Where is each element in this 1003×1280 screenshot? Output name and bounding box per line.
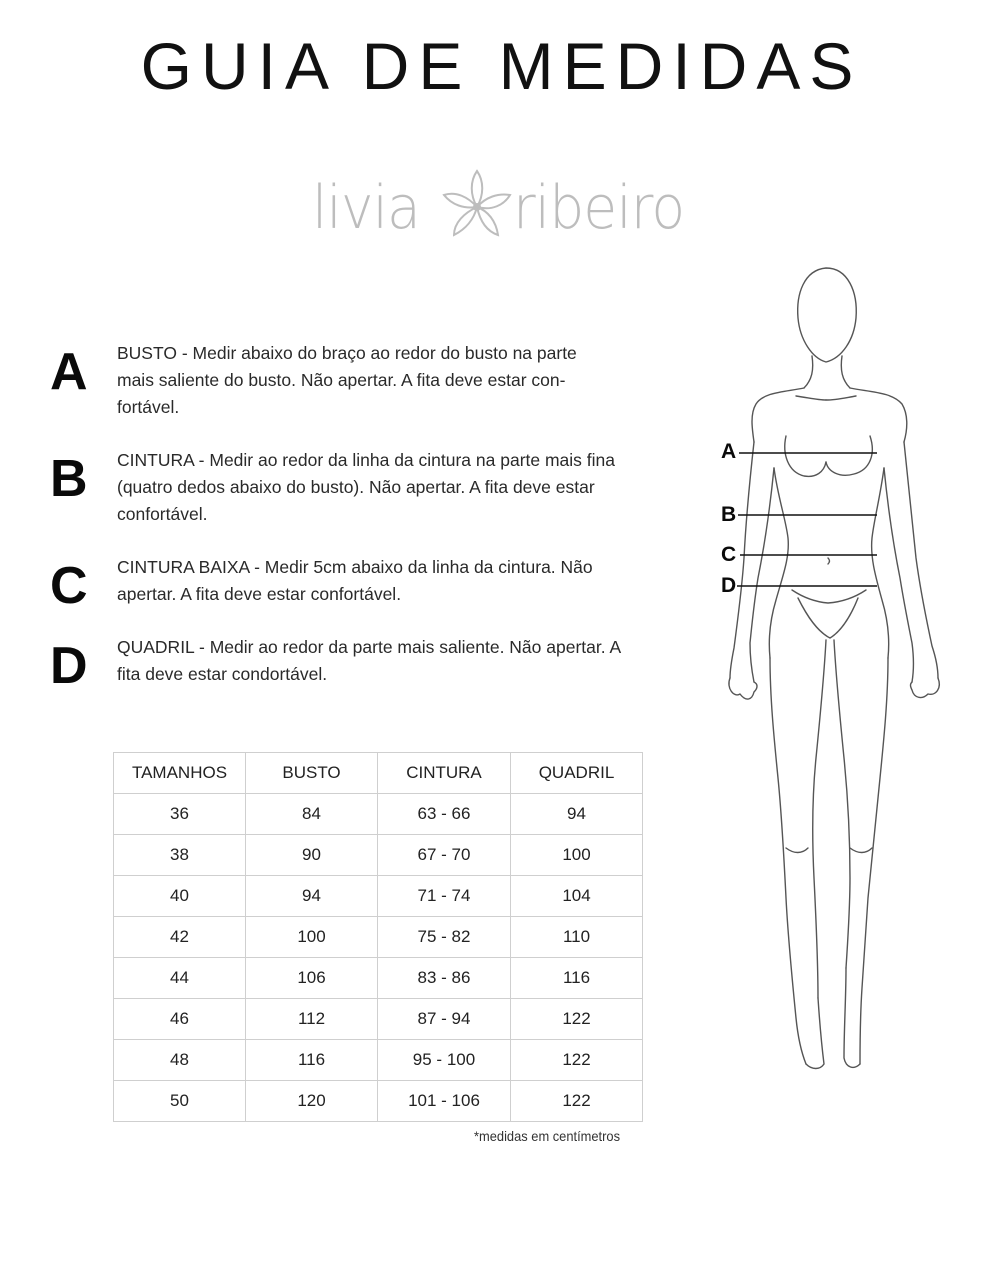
table-cell: 94: [511, 794, 643, 835]
table-cell: 75 - 82: [378, 917, 511, 958]
table-row: [114, 876, 643, 917]
logo-text-livia: livia: [312, 173, 420, 243]
table-cell: 122: [511, 999, 643, 1040]
table-cell: 106: [246, 958, 378, 999]
table-cell: 112: [246, 999, 378, 1040]
table-cell: 104: [511, 876, 643, 917]
table-cell: 36: [114, 794, 246, 835]
table-cell: 71 - 74: [378, 876, 511, 917]
table-row: [114, 1081, 643, 1122]
page-title: GUIA DE MEDIDAS: [140, 29, 863, 103]
figure-label-c: C: [721, 543, 737, 566]
flower-icon: [440, 167, 514, 247]
table-cell: 90: [246, 835, 378, 876]
header-sizes: TAMANHOS: [114, 753, 246, 794]
figure-label-b: B: [721, 503, 737, 526]
table-cell: 122: [511, 1081, 643, 1122]
definition-letter: D: [50, 637, 88, 695]
definition-letter: A: [50, 343, 88, 401]
definition-letter: C: [50, 557, 88, 615]
brand-logo: [300, 165, 710, 250]
definition-text: QUADRIL - Medir ao redor da parte mais saliente. Não apertar. A fita deve estar condortável.: [117, 637, 622, 684]
table-cell: 120: [246, 1081, 378, 1122]
table-cell: 48: [114, 1040, 246, 1081]
definition-text: BUSTO - Medir abaixo do braço ao redor do busto na parte mais saliente do busto. Não apertar. A fita deve estar con- fortável.: [117, 343, 577, 417]
table-cell: 101 - 106: [378, 1081, 511, 1122]
table-cell: 42: [114, 917, 246, 958]
table-row: [114, 794, 643, 835]
table-row: [114, 999, 643, 1040]
units-note: *medidas em centímetros: [474, 1128, 621, 1144]
table-row: [114, 958, 643, 999]
table-cell: 44: [114, 958, 246, 999]
header-waist: CINTURA: [378, 753, 511, 794]
table-header-row: [114, 753, 643, 794]
logo-text-ribeiro: ribeiro: [513, 173, 685, 243]
table-cell: 40: [114, 876, 246, 917]
table-cell: 87 - 94: [378, 999, 511, 1040]
definition-letter: B: [50, 450, 88, 508]
header-bust: BUSTO: [246, 753, 378, 794]
table-cell: 84: [246, 794, 378, 835]
definition-text: CINTURA - Medir ao redor da linha da cintura na parte mais fina (quatro dedos abaixo do busto). Não apertar. A fita deve estar confortável.: [117, 450, 616, 524]
table-cell: 100: [511, 835, 643, 876]
table-cell: 116: [246, 1040, 378, 1081]
table-cell: 95 - 100: [378, 1040, 511, 1081]
figure-label-d: D: [721, 574, 737, 597]
table-cell: 122: [511, 1040, 643, 1081]
table-cell: 94: [246, 876, 378, 917]
table-row: [114, 917, 643, 958]
header-hip: QUADRIL: [511, 753, 643, 794]
table-cell: 63 - 66: [378, 794, 511, 835]
table-cell: 46: [114, 999, 246, 1040]
table-cell: 110: [511, 917, 643, 958]
table-cell: 100: [246, 917, 378, 958]
definition-text: CINTURA BAIXA - Medir 5cm abaixo da linha da cintura. Não apertar. A fita deve estar confortável.: [117, 557, 593, 604]
table-row: [114, 835, 643, 876]
table-cell: 50: [114, 1081, 246, 1122]
figure-label-a: A: [721, 440, 737, 463]
table-cell: 67 - 70: [378, 835, 511, 876]
table-row: [114, 1040, 643, 1081]
table-cell: 116: [511, 958, 643, 999]
size-table: [113, 752, 643, 1122]
table-cell: 83 - 86: [378, 958, 511, 999]
body-outline-illustration: [700, 258, 1000, 1078]
body-figure: [700, 258, 1000, 1078]
table-cell: 38: [114, 835, 246, 876]
